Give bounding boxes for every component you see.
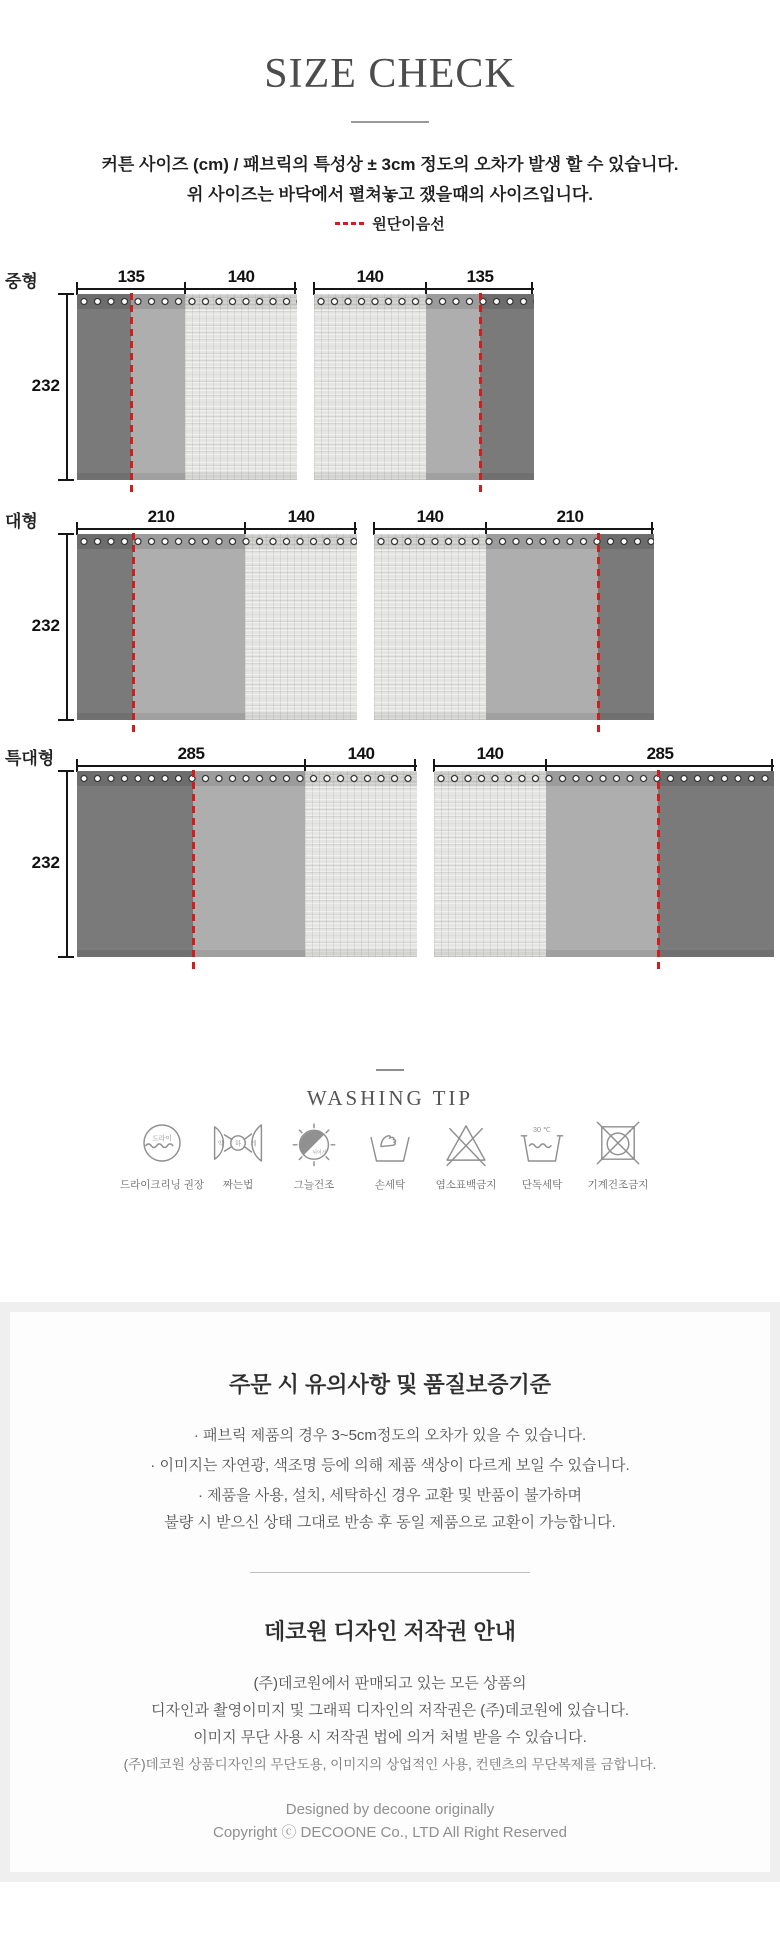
sheer-fabric-section	[374, 534, 486, 720]
seam-line	[132, 533, 135, 733]
no-bleach-icon	[439, 1116, 493, 1170]
copyright-title: 데코원 디자인 저작권 안내	[263, 1619, 517, 1644]
dark-fabric-section	[598, 534, 654, 720]
wash-label: 단독세탁	[521, 1179, 563, 1191]
sheer-fabric-section	[245, 534, 357, 720]
svg-text:게: 게	[250, 1140, 257, 1148]
sheer-fabric-section	[434, 771, 546, 957]
height-dim-label: 232	[31, 376, 60, 395]
height-dim-tick	[58, 956, 74, 958]
washing-icons-row	[0, 1116, 780, 1192]
seam-line	[657, 770, 660, 970]
wash-item-shade-dry	[276, 1116, 352, 1192]
notice-line: · 이미지는 자연광, 색조명 등에 의해 제품 색상이 다르게 보일 수 있습니다.	[150, 1457, 630, 1474]
copyright-line: 이미지 무단 사용 시 저작권 법에 의거 처벌 받을 수 있습니다.	[193, 1729, 587, 1746]
seam-line	[192, 770, 195, 970]
wash-label: 기계건조금지	[587, 1179, 649, 1191]
medium-fabric-section	[133, 534, 245, 720]
height-dim-tick	[58, 533, 74, 535]
designed-by-credit: Designed by decoone originally	[285, 1801, 495, 1818]
width-dim-line	[77, 765, 417, 767]
wash-item-wring	[200, 1116, 276, 1192]
wring-icon	[211, 1116, 265, 1170]
width-dim-line	[434, 765, 774, 767]
wash-item-separate-wash	[504, 1116, 580, 1192]
diagram-layer	[0, 0, 780, 960]
width-dim-label: 210	[556, 507, 584, 526]
width-dim-line	[77, 528, 357, 530]
height-dim-tick	[58, 770, 74, 772]
svg-text:30 ℃: 30 ℃	[532, 1125, 552, 1135]
medium-fabric-section	[426, 294, 480, 480]
svg-text:드라이: 드라이	[152, 1135, 172, 1143]
curtain-panel	[77, 771, 417, 957]
medium-fabric-section	[131, 294, 185, 480]
dark-fabric-section	[77, 294, 131, 480]
row-size-label: 중형	[5, 272, 38, 291]
height-dim-line	[66, 534, 68, 720]
dark-fabric-section	[480, 294, 534, 480]
sheer-fabric-section	[305, 771, 417, 957]
dry-clean-icon	[135, 1116, 189, 1170]
seam-line	[479, 293, 482, 493]
wash-label: 드라이크리닝 권장	[119, 1179, 205, 1191]
height-dim-tick	[58, 719, 74, 721]
medium-fabric-section	[546, 771, 658, 957]
curtain-panel	[314, 294, 534, 480]
height-dim-tick	[58, 479, 74, 481]
wash-item-dry-clean	[119, 1116, 205, 1192]
width-dim-label: 135	[466, 267, 494, 286]
width-dim-label: 140	[356, 267, 384, 286]
curtain-panel	[374, 534, 654, 720]
seam-line	[597, 533, 600, 733]
wash-item-no-machine-dry	[580, 1116, 656, 1192]
medium-fabric-section	[486, 534, 598, 720]
svg-text:약: 약	[217, 1140, 224, 1148]
dark-fabric-section	[658, 771, 774, 957]
notice-title: 주문 시 유의사항 및 품질보증기준	[229, 1372, 551, 1397]
washing-tip-dash	[376, 1069, 404, 1071]
dark-fabric-section	[77, 534, 133, 720]
copyright-line: 디자인과 촬영이미지 및 그래픽 디자인의 저작권은 (주)데코원에 있습니다.	[150, 1702, 630, 1719]
copyright-line: (주)데코원 상품디자인의 무단도용, 이미지의 상업적인 사용, 컨텐츠의 무단복제를 금합니다.	[123, 1757, 657, 1772]
width-dim-label: 210	[147, 507, 175, 526]
svg-text:뉘어서: 뉘어서	[312, 1150, 327, 1156]
curtain-panel	[77, 534, 357, 720]
notice-divider	[250, 1572, 530, 1573]
medium-fabric-section	[193, 771, 305, 957]
sheer-fabric-section	[185, 294, 297, 480]
width-dim-line	[374, 528, 654, 530]
curtain-panel	[434, 771, 774, 957]
seam-line	[130, 293, 133, 493]
height-dim-line	[66, 771, 68, 957]
width-dim-label: 140	[476, 744, 504, 763]
height-dim-tick	[58, 293, 74, 295]
copyright-line: (주)데코원에서 판매되고 있는 모든 상품의	[253, 1675, 527, 1692]
row-size-label: 특대형	[5, 749, 55, 768]
height-dim-line	[66, 294, 68, 480]
width-dim-label: 140	[287, 507, 315, 526]
wash-item-hand-wash	[352, 1116, 428, 1192]
hand-wash-icon	[363, 1116, 417, 1170]
dark-fabric-section	[77, 771, 193, 957]
height-dim-label: 232	[31, 616, 60, 635]
wash-label: 염소표백금지	[435, 1179, 497, 1191]
size-note-line2: 위 사이즈는 바닥에서 펼쳐놓고 쟀을때의 사이즈입니다.	[186, 185, 594, 204]
seam-legend-label: 원단이음선	[372, 216, 445, 233]
page-title: SIZE CHECK	[264, 51, 516, 97]
washing-tip-heading: WASHING TIP	[306, 1086, 474, 1110]
width-dim-label: 285	[177, 744, 205, 763]
notice-line: · 제품을 사용, 설치, 세탁하신 경우 교환 및 반품이 불가하며	[197, 1487, 583, 1504]
wash-label: 그늘건조	[293, 1179, 335, 1191]
width-dim-label: 135	[117, 267, 145, 286]
wash-item-no-bleach	[428, 1116, 504, 1192]
separate-wash-icon	[515, 1116, 569, 1170]
notice-line: · 패브릭 제품의 경우 3~5cm정도의 오차가 있을 수 있습니다.	[193, 1427, 587, 1444]
width-dim-label: 140	[227, 267, 255, 286]
no-machine-dry-icon	[591, 1116, 645, 1170]
width-dim-label: 140	[347, 744, 375, 763]
notice-line: 불량 시 받으신 상태 그대로 반송 후 동일 제품으로 교환이 가능합니다.	[164, 1514, 616, 1531]
notice-card	[10, 1312, 770, 1872]
curtain-panel	[77, 294, 297, 480]
width-dim-line	[77, 288, 297, 290]
wash-label: 손세탁	[374, 1179, 406, 1191]
sheer-fabric-section	[314, 294, 426, 480]
svg-text:하: 하	[234, 1140, 242, 1148]
size-note-line1: 커튼 사이즈 (cm) / 패브릭의 특성상 ± 3cm 정도의 오차가 발생 할 수 있습니다.	[101, 155, 679, 174]
copyright-credit: Copyright ⓒ DECOONE Co., LTD All Right Reserved	[212, 1824, 567, 1841]
row-size-label: 대형	[5, 512, 38, 531]
height-dim-label: 232	[31, 853, 60, 872]
shade-dry-icon	[287, 1116, 341, 1170]
width-dim-label: 285	[646, 744, 674, 763]
width-dim-line	[314, 288, 534, 290]
notice-band	[0, 1302, 780, 1882]
wash-label: 짜는법	[222, 1179, 254, 1191]
width-dim-label: 140	[416, 507, 444, 526]
